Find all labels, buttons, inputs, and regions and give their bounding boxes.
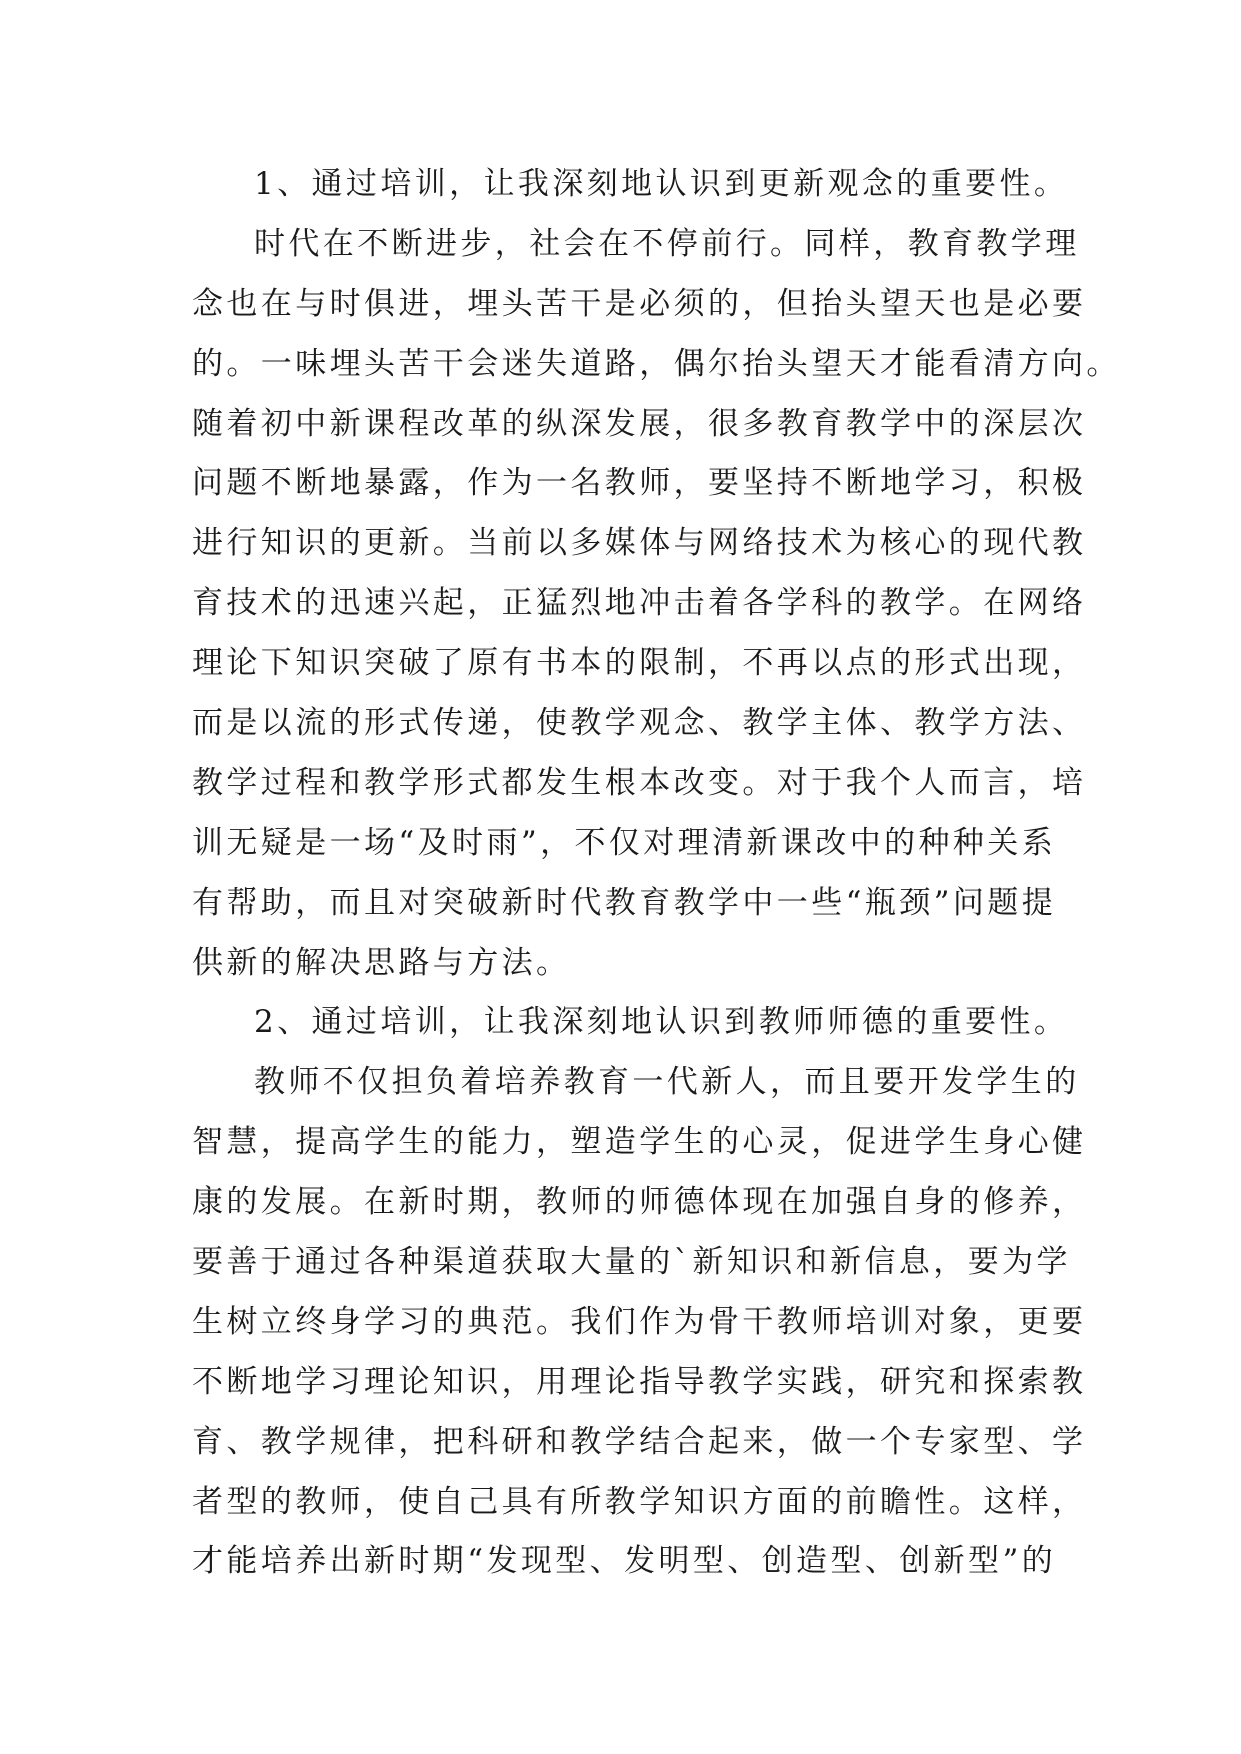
paragraph-line: 智慧，提高学生的能力，塑造学生的心灵，促进学生身心健 [192, 1124, 1087, 1161]
paragraph-line: 教师不仅担负着培养教育一代新人，而且要开发学生的 [254, 1064, 1080, 1101]
paragraph-line: 问题不断地暴露，作为一名教师，要坚持不断地学习，积极 [192, 465, 1087, 502]
paragraph-line: 而是以流的形式传递，使教学观念、教学主体、教学方法、 [192, 705, 1087, 742]
paragraph-line: 供新的解决思路与方法。 [192, 944, 571, 981]
paragraph-line: 念也在与时俱进，埋头苦干是必须的，但抬头望天也是必要 [192, 285, 1087, 322]
paragraph-line: 育、教学规律，把科研和教学结合起来，做一个专家型、学 [192, 1423, 1087, 1460]
paragraph-line: 有帮助，而且对突破新时代教育教学中一些“瓶颈”问题提 [192, 884, 1057, 921]
paragraph-line: 进行知识的更新。当前以多媒体与网络技术为核心的现代教 [192, 525, 1087, 562]
paragraph-line: 者型的教师，使自己具有所教学知识方面的前瞻性。这样， [192, 1483, 1087, 1520]
paragraph-line: 生树立终身学习的典范。我们作为骨干教师培训对象，更要 [192, 1303, 1087, 1340]
paragraph-line: 才能培养出新时期“发现型、发明型、创造型、创新型”的 [192, 1543, 1057, 1580]
heading-1: 1、通过培训，让我深刻地认识到更新观念的重要性。 [254, 166, 1069, 202]
paragraph-line: 要善于通过各种渠道获取大量的`新知识和新信息，要为学 [192, 1244, 1071, 1281]
paragraph-line: 时代在不断进步，社会在不停前行。同样，教育教学理 [254, 225, 1080, 262]
heading-2: 2、通过培训，让我深刻地认识到教师师德的重要性。 [254, 1004, 1069, 1041]
body-text [192, 155, 1121, 1592]
paragraph-line: 教学过程和教学形式都发生根本改变。对于我个人而言，培 [192, 764, 1087, 801]
paragraph-line: 康的发展。在新时期，教师的师德体现在加强自身的修养， [192, 1184, 1087, 1221]
paragraph-line: 随着初中新课程改革的纵深发展，很多教育教学中的深层次 [192, 405, 1087, 442]
paragraph-line: 的。一味埋头苦干会迷失道路，偶尔抬头望天才能看清方向。 [192, 345, 1121, 382]
paragraph-line: 育技术的迅速兴起，正猛烈地冲击着各学科的教学。在网络 [192, 585, 1087, 622]
paragraph-line: 不断地学习理论知识，用理论指导教学实践，研究和探索教 [192, 1363, 1087, 1400]
paragraph-line: 训无疑是一场“及时雨”，不仅对理清新课改中的种种关系 [192, 824, 1057, 861]
paragraph-line: 理论下知识突破了原有书本的限制，不再以点的形式出现， [192, 645, 1087, 682]
